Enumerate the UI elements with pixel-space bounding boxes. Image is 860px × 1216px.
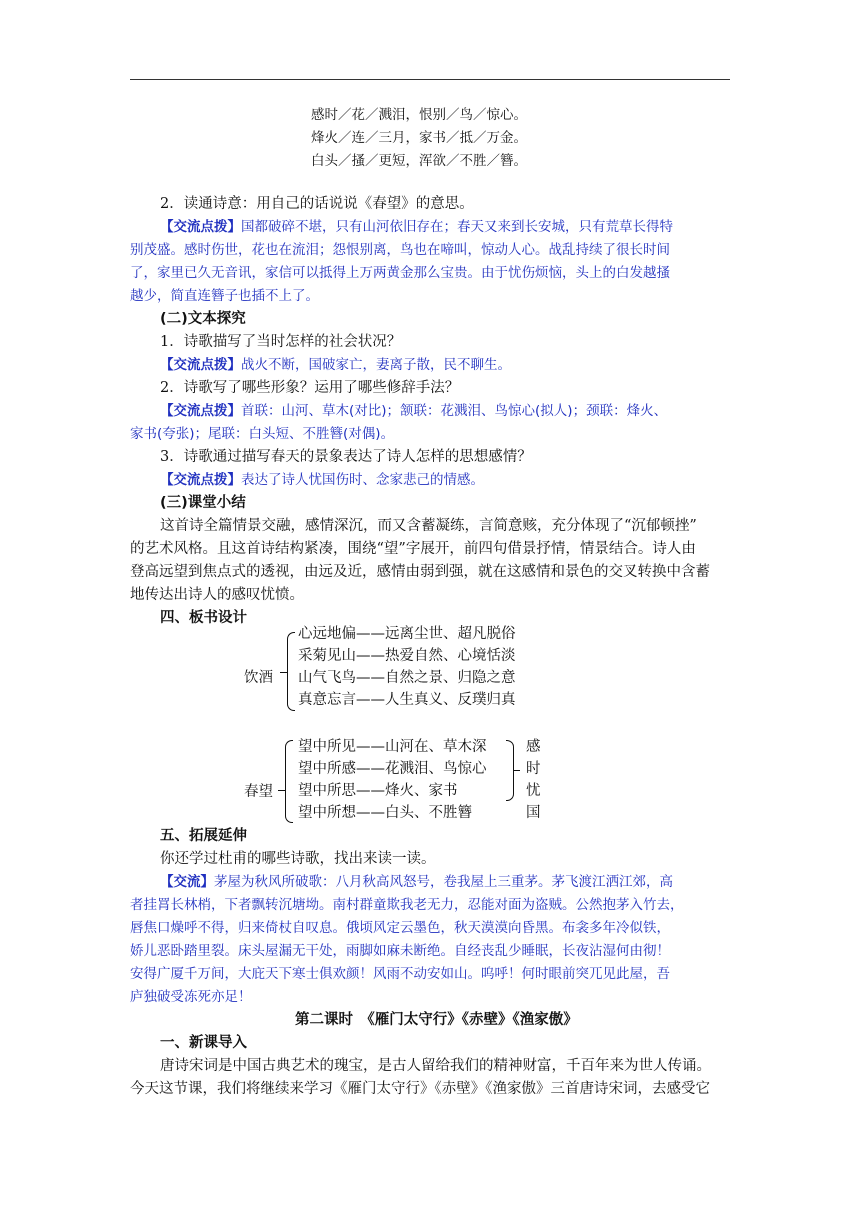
board2-side-2: 时 — [526, 761, 541, 777]
board1-item-2: 采菊见山——热爱自然、心境恬淡 — [298, 648, 516, 664]
answer-read-4: 越少，简直连簪子也插不上了。 — [130, 288, 319, 304]
summary-line-2: 的艺术风格。且这首诗结构紧凑，围绕“望”字展开，前四句借景抒情，情景结合。诗人由 — [130, 541, 696, 557]
answer-read-3: 了，家里已久无音讯，家信可以抵得上万两黄金那么宝贵。由于忧伤烦恼，头上的白发越搔 — [130, 265, 670, 281]
board2-item-4: 望中所想——白头、不胜簪 — [298, 805, 472, 821]
section-title-intro: 一、新课导入 — [160, 1035, 247, 1051]
board2-label: 春望 — [244, 784, 273, 800]
answer-read-2: 别茂盛。感时伤世，花也在流泪；怨恨别离，鸟也在啼叫，惊动人心。战乱持续了很长时间 — [130, 242, 670, 258]
extension-answer-1: 【交流】茅屋为秋风所破歌：八月秋高风怒号，卷我屋上三重茅。茅飞渡江洒江郊，高 — [160, 874, 673, 890]
board2-right-brace-bottom — [506, 770, 514, 801]
extension-answer-2: 者挂罥长林梢，下者飘转沉塘坳。南村群童欺我老无力，忍能对面为盗贼。公然抱茅入竹去， — [130, 897, 684, 913]
section-title-board: 四、板书设计 — [160, 610, 247, 626]
answer-2-line-2: 家书(夸张)；尾联：白头短、不胜簪(对偶)。 — [130, 426, 395, 442]
board1-item-4: 真意忘言——人生真义、反璞归真 — [298, 692, 516, 708]
question-3: 3．诗歌通过描写春天的景象表达了诗人怎样的思想感情？ — [160, 449, 532, 465]
answer-3: 【交流点拨】表达了诗人忧国伤时、念家悲己的情感。 — [160, 472, 484, 488]
board1-brace-top — [287, 632, 295, 673]
extension-question: 你还学过杜甫的哪些诗歌，找出来读一读。 — [160, 851, 436, 867]
board2-brace-bottom — [285, 790, 293, 823]
board1-label: 饮酒 — [244, 670, 273, 686]
board2-side-1: 感 — [526, 739, 541, 755]
board1-brace-bottom — [287, 672, 295, 711]
answer-2-line-1: 【交流点拨】首联：山河、草木(对比)；颔联：花溅泪、鸟惊心(拟人)；颈联：烽火、 — [160, 403, 668, 419]
poem-line-3: 白头／搔／更短，浑欲／不胜／簪。 — [311, 153, 527, 169]
exchange-tag: 【交流】 — [160, 874, 214, 890]
board2-brace-top — [285, 740, 293, 791]
answer-read-1: 【交流点拨】国都破碎不堪，只有山河依旧存在；春天又来到长安城，只有荒草长得特 — [160, 219, 673, 235]
board1-brace-tip — [280, 672, 287, 674]
board2-item-3: 望中所思——烽火、家书 — [298, 783, 458, 799]
intro-line-2: 今天这节课，我们将继续来学习《雁门太守行》《赤壁》《渔家傲》三首唐诗宋词，去感受它 — [130, 1081, 710, 1097]
board2-item-2: 望中所感——花溅泪、鸟惊心 — [298, 761, 487, 777]
summary-line-4: 地传达出诗人的感叹忧愤。 — [130, 587, 304, 603]
extension-answer-5: 安得广厦千万间，大庇天下寒士俱欢颜！风雨不动安如山。呜呼！何时眼前突兀见此屋，吾 — [130, 966, 670, 982]
section-title-extension: 五、拓展延伸 — [160, 828, 247, 844]
section-title-summary: (三)课堂小结 — [160, 495, 246, 511]
summary-line-1: 这首诗全篇情景交融，感情深沉，而又含蓄凝练，言简意赅，充分体现了“沉郁顿挫” — [160, 518, 697, 534]
board1-item-3: 山气飞鸟——自然之景、归隐之意 — [298, 670, 516, 686]
poem-line-1: 感时／花／溅泪，恨别／鸟／惊心。 — [311, 107, 527, 123]
board2-right-brace-top — [506, 740, 514, 771]
extension-answer-4: 娇儿恶卧踏里裂。床头屋漏无干处，雨脚如麻未断绝。自经丧乱少睡眠，长夜沾湿何由彻！ — [130, 943, 670, 959]
board2-item-1: 望中所见——山河在、草木深 — [298, 739, 487, 755]
intro-line-1: 唐诗宋词是中国古典艺术的瑰宝，是古人留给我们的精神财富，千百年来为世人传诵。 — [160, 1058, 711, 1074]
summary-line-3: 登高远望到焦点式的透视，由远及近，感情由弱到强，就在这感情和景色的交叉转换中含蓄 — [130, 564, 710, 580]
extension-answer-6: 庐独破受冻死亦足！ — [130, 989, 252, 1005]
header-rule — [130, 79, 730, 80]
answer-1: 【交流点拨】战火不断，国破家亡，妻离子散，民不聊生。 — [160, 357, 511, 373]
poem-line-2: 烽火／连／三月，家书／抵／万金。 — [311, 130, 527, 146]
extension-answer-3: 唇焦口燥呼不得，归来倚杖自叹息。俄顷风定云墨色，秋天漠漠向昏黑。布衾多年冷似铁， — [130, 920, 670, 936]
question-read: 2．读通诗意：用自己的话说说《春望》的意思。 — [160, 196, 474, 212]
board2-right-brace-tip — [513, 770, 520, 772]
board2-side-3: 忧 — [526, 783, 541, 799]
answer-tag: 【交流点拨】 — [160, 219, 241, 235]
question-1: 1．诗歌描写了当时怎样的社会状况？ — [160, 334, 402, 350]
board2-side-4: 国 — [526, 805, 541, 821]
lesson2-title: 第二课时 《雁门太守行》《赤壁》《渔家傲》 — [295, 1012, 578, 1028]
board1-item-1: 心远地偏——远离尘世、超凡脱俗 — [298, 626, 516, 642]
board2-brace-tip — [278, 790, 285, 792]
question-2: 2．诗歌写了哪些形象？运用了哪些修辞手法？ — [160, 380, 460, 396]
section-title-text-study: (二)文本探究 — [160, 311, 246, 327]
